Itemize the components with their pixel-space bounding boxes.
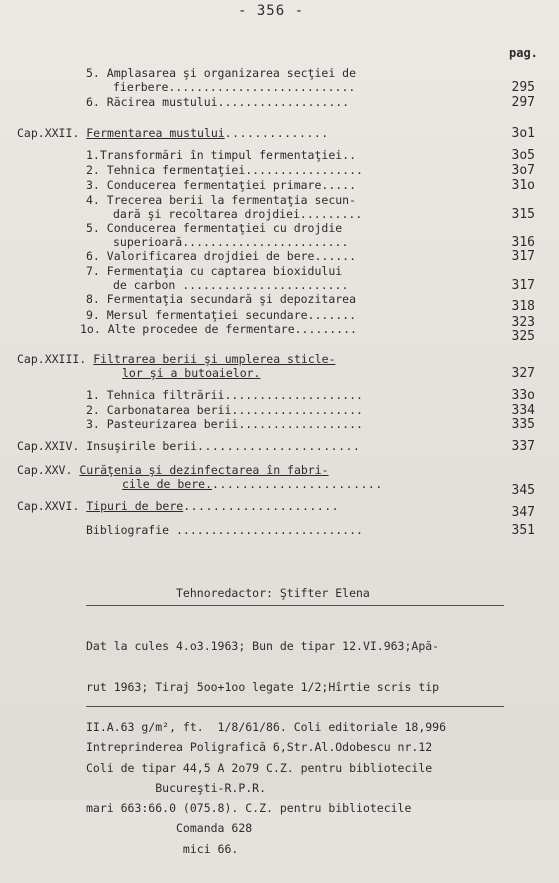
chapter-title: Fermentarea mustului	[86, 126, 225, 140]
chapter-title-cont: lor şi a butoaielor.	[122, 366, 261, 380]
chapter-number: Cap.XXIII.	[17, 352, 87, 366]
printer-info	[86, 714, 432, 863]
toc-page-number: 315	[511, 207, 535, 222]
toc-entry: 2. Tehnica fermentaţiei.................	[86, 163, 363, 177]
chapter-number: Cap.XXVI.	[17, 499, 80, 513]
dot-leader: ..............	[224, 126, 329, 140]
toc-page-number: 323	[511, 315, 535, 330]
chapter-title: Insuşirile berii	[86, 439, 198, 453]
printer-line: Bucureşti-R.P.R.	[86, 780, 267, 795]
toc-entry-label: 5. Amplasarea şi organizarea secţiei de	[86, 66, 357, 80]
divider-line	[86, 605, 504, 606]
toc-page-number: 345	[511, 483, 535, 498]
toc-entry: 3. Pasteurizarea berii..................	[86, 417, 363, 431]
chapter-entry	[17, 126, 329, 140]
toc-page-number: 317	[511, 278, 535, 293]
imprint-line: mari 663:66.0 (075.8). C.Z. pentru bibliotecile	[86, 801, 412, 815]
toc-entry: 1. Tehnica filtrării....................	[86, 388, 363, 402]
toc-entry: 8. Fermentaţia secundară şi depozitarea	[86, 292, 357, 306]
toc-page-number: 3o7	[511, 163, 535, 178]
pag-column-label: pag.	[509, 46, 538, 60]
toc-page-number: 3o1	[511, 126, 535, 141]
chapter-number: Cap.XXII.	[17, 126, 80, 140]
imprint-line: Coli de tipar 44,5 A 2o79 C.Z. pentru bibliotecile	[86, 760, 433, 775]
toc-entry-label-cont: de carbon ........................	[113, 278, 349, 292]
toc-entry: 1.Transformări în timpul fermentaţiei..	[86, 148, 357, 162]
chapter-title: Tipuri de bere	[86, 499, 184, 513]
imprint-line: rut 1963; Tiraj 5oo+1oo legate 1/2;Hîrtie scris tip	[86, 679, 440, 694]
dot-leader: ......................	[197, 439, 361, 453]
toc-page-number: 316	[511, 235, 535, 250]
toc-page-number: 327	[511, 366, 535, 381]
toc-entry-label: 7. Fermentaţia cu captarea bioxidului	[86, 264, 343, 278]
toc-page-number: 337	[511, 439, 535, 454]
toc-entry: 2. Carbonatarea berii...................	[86, 403, 363, 417]
toc-entry: Bibliografie ...........................	[86, 523, 363, 537]
chapter-title: Filtrarea berii şi umplerea sticle-	[93, 352, 336, 366]
divider-line	[86, 706, 504, 707]
chapter-entry	[17, 439, 360, 453]
toc-entry: 1o. Alte procedee de fermentare.........	[80, 322, 357, 336]
toc-entry	[86, 264, 348, 292]
toc-entry-label-cont: fierbere...........................	[113, 80, 356, 94]
chapter-title: Curăţenia şi dezinfectarea în fabri-	[79, 463, 329, 477]
toc-entry: 3. Conducerea fermentaţiei primare.....	[86, 178, 357, 192]
toc-entry	[86, 221, 348, 249]
toc-entry-label-cont: dară şi recoltarea drojdiei.........	[113, 207, 363, 221]
toc-page-number: 325	[511, 329, 535, 344]
toc-page-number: 347	[511, 505, 535, 520]
toc-page-number: 351	[511, 523, 535, 538]
toc-entry: 6. Valorificarea drojdiei de bere......	[86, 249, 357, 263]
chapter-entry	[17, 463, 383, 491]
toc-entry	[86, 193, 362, 221]
toc-entry-label: 4. Trecerea berii la fermentaţia secun-	[86, 193, 357, 207]
toc-page-number: 295	[511, 80, 535, 95]
dot-leader: .......................	[212, 477, 383, 491]
toc-page-number: 33o	[511, 388, 535, 403]
chapter-entry	[17, 499, 339, 513]
dot-leader: .....................	[183, 499, 340, 513]
toc-page-number: 31o	[511, 178, 535, 193]
toc-page-number: 318	[511, 299, 535, 314]
printer-line: Comanda 628	[86, 821, 253, 835]
chapter-number: Cap.XXV.	[17, 463, 73, 477]
chapter-title-cont: cile de bere.	[122, 477, 213, 491]
toc-entry-label: 5. Conducerea fermentaţiei cu drojdie	[86, 221, 343, 235]
printer-line: Intreprinderea Poligrafică 6,Str.Al.Odobescu nr.12	[86, 740, 433, 754]
toc-entry: 6. Răcirea mustului...................	[86, 95, 350, 109]
toc-page-number: 317	[511, 249, 535, 264]
toc-page-number: 297	[511, 95, 535, 110]
toc-entry-label-cont: superioară........................	[113, 235, 349, 249]
imprint-line: mici 66.	[86, 841, 239, 856]
toc-entry	[86, 66, 356, 94]
chapter-number: Cap.XXIV.	[17, 439, 80, 453]
toc-page-number: 3o5	[511, 148, 535, 163]
toc-page-number: 334	[511, 403, 535, 418]
toc-page-number: 335	[511, 417, 535, 432]
chapter-entry	[17, 352, 336, 380]
imprint-line: Dat la cules 4.o3.1963; Bun de tipar 12.VI.963;Apă-	[86, 639, 440, 653]
page-number: - 356 -	[238, 3, 305, 19]
toc-entry: 9. Mersul fermentaţiei secundare.......	[86, 308, 357, 322]
tehnoredactor-line: Tehnoredactor: Ştifter Elena	[176, 586, 370, 600]
imprint-line: II.A.63 g/m², ft. 1/8/61/86. Coli editoriale 18,996	[86, 720, 447, 734]
